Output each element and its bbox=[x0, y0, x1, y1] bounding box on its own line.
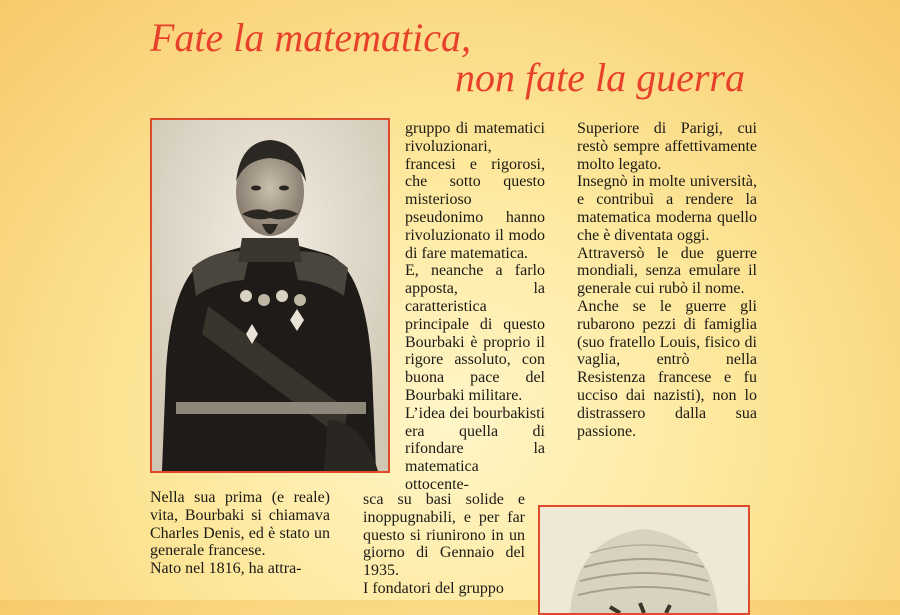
hat-photo bbox=[538, 505, 750, 615]
middle-column-bottom bbox=[363, 491, 525, 598]
right-paragraph-1: Superiore di Parigi, cui restò sempre affettivamente molto legato. bbox=[577, 120, 757, 173]
middle-paragraph-1: gruppo di matematici rivoluzionari, francesi e rigorosi, che sotto questo misterioso pseudonimo hanno rivoluzionato il modo di fare matematica. bbox=[405, 120, 545, 262]
caption-paragraph-2: Nato nel 1816, ha attra- bbox=[150, 560, 302, 578]
title-line-2: non fate la guerra bbox=[455, 55, 745, 100]
right-paragraph-3: Attraversò le due guerre mondiali, senza emulare il generale cui rubò il nome. bbox=[577, 244, 757, 298]
middle-paragraph-5: I fondatori del gruppo bbox=[363, 579, 504, 597]
portrait-photo bbox=[150, 118, 390, 473]
caption-column bbox=[150, 489, 330, 578]
portrait-illustration bbox=[152, 120, 388, 471]
right-paragraph-2: Insegnò in molte università, e contribuì a rendere la matematica moderna quello che è diventata oggi. bbox=[577, 173, 757, 244]
middle-paragraph-4: sca su basi solide e inoppugnabili, e per far questo si riunirono in un giorno di Gennaio del 1935. bbox=[363, 491, 525, 580]
middle-column-top bbox=[405, 120, 545, 494]
title-line-1: Fate la matematica, bbox=[150, 15, 472, 60]
hat-illustration bbox=[540, 507, 748, 613]
middle-paragraph-3: L’idea dei bourbakisti era quella di rifondare la matematica ottocente- bbox=[405, 404, 545, 493]
right-column bbox=[577, 120, 757, 440]
caption-paragraph-1: Nella sua prima (e reale) vita, Bourbaki si chiamava Charles Denis, ed è stato un generale francese. bbox=[150, 489, 330, 560]
right-paragraph-4: Anche se le guerre gli rubarono pezzi di famiglia (suo fratello Louis, fisico di vaglia, entrò nella Resistenza francese e fu ucciso dai nazisti), non lo distrassero dalla sua passione. bbox=[577, 297, 757, 440]
middle-paragraph-2: E, neanche a farlo apposta, la caratteristica principale di questo Bourbaki è proprio il rigore assoluto, con buona pace del Bourbaki militare. bbox=[405, 262, 545, 404]
